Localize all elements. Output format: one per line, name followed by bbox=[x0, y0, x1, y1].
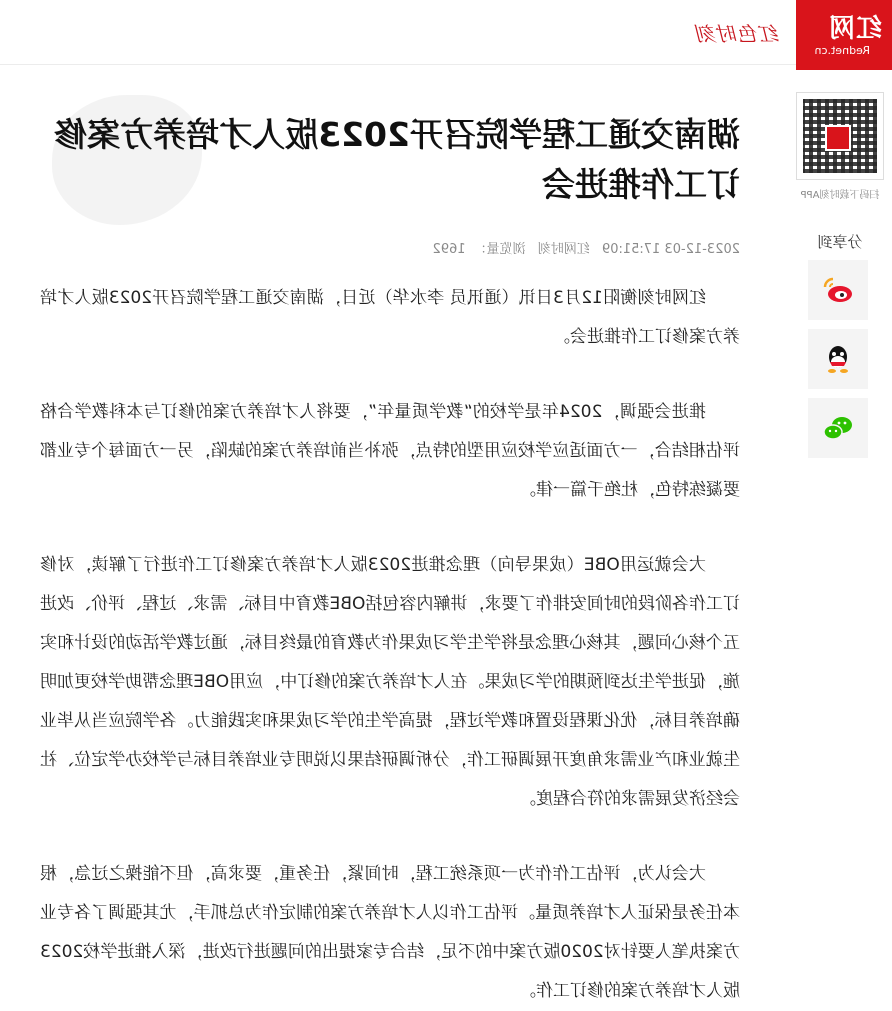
views-count: 1692 bbox=[432, 242, 466, 257]
app-qr-code bbox=[796, 92, 884, 180]
qr-caption: 扫码下载时刻APP bbox=[800, 190, 880, 201]
top-bar bbox=[0, 0, 892, 65]
article-meta bbox=[40, 238, 740, 257]
article-paragraph: 红网时刻衡阳12月3日讯（通讯员 李水华）近日，湖南交通工程学院召开2023版人才培养方案修订工作推进会。 bbox=[40, 288, 740, 347]
article-paragraph: 大会认为，评估工作作为一项系统工程，时间紧，任务重，要求高，但不能操之过急，根本任务是保证人才培养质量。评估工作以人才培养方案的制定作为总抓手，尤其强调了各专业方案执笔人要针对2020版方案中的不足，结合专家提出的问题进行改进，深入推进学校2023版人才培养方案的修订工作。 bbox=[40, 864, 740, 1001]
wechat-icon bbox=[821, 411, 855, 445]
share-wechat-button[interactable] bbox=[808, 398, 868, 459]
article-paragraph: 大会就运用OBE（成果导向）理念推进2023版人才培养方案修订工作进行了解读，对修订工作各阶段的时间安排作了要求，讲解内容包括OBE教育中目标、需求、过程、评价、改进五个核心问题，其核心理念是将学生学习成果作为教育的最终目标，通过教学活动的设计和实施，促进学生达到预期的学习成果。在人才培养方案的修订中，应用OBE理念帮助学校更加明确培养目标，优化课程设置和教学过程，提高学生的学习成果和实践能力。各学院应当从毕业生就业和产业需求角度开展调研工作，分析调研结果以说明专业培养目标与学校办学定位、社会经济发展需求的符合程度。 bbox=[40, 555, 740, 809]
side-panel bbox=[796, 92, 884, 459]
qq-icon bbox=[821, 342, 855, 376]
share-qq-button[interactable] bbox=[808, 329, 868, 390]
qr-logo bbox=[825, 125, 851, 151]
article bbox=[40, 110, 740, 1011]
rednet-logo[interactable] bbox=[796, 0, 892, 70]
logo-text: 红网 bbox=[827, 14, 882, 44]
weibo-icon bbox=[821, 273, 855, 307]
article-paragraph: 推进会强调，2024年是学校的“教学质量年”，要将人才培养方案的修订与本科教学合格评估相结合，一方面适应学校应用型的特点，弥补当前培养方案的缺陷，另一方面每个专业都要凝练特色，杜绝千篇一律。 bbox=[40, 402, 740, 500]
article-title: 湖南交通工程学院召开2023版人才培养方案修订工作推进会 bbox=[54, 115, 740, 204]
header-slogan: 红色时刻 bbox=[696, 22, 780, 46]
article-date: 2023-12-03 17:51:09 bbox=[601, 242, 740, 257]
logo-domain: Rednet.cn bbox=[814, 44, 870, 57]
share-title: 分享到 bbox=[817, 233, 863, 251]
share-weibo-button[interactable] bbox=[808, 260, 868, 321]
views-label: 浏览量： bbox=[473, 242, 526, 257]
article-source[interactable]: 红网时刻 bbox=[537, 242, 590, 257]
